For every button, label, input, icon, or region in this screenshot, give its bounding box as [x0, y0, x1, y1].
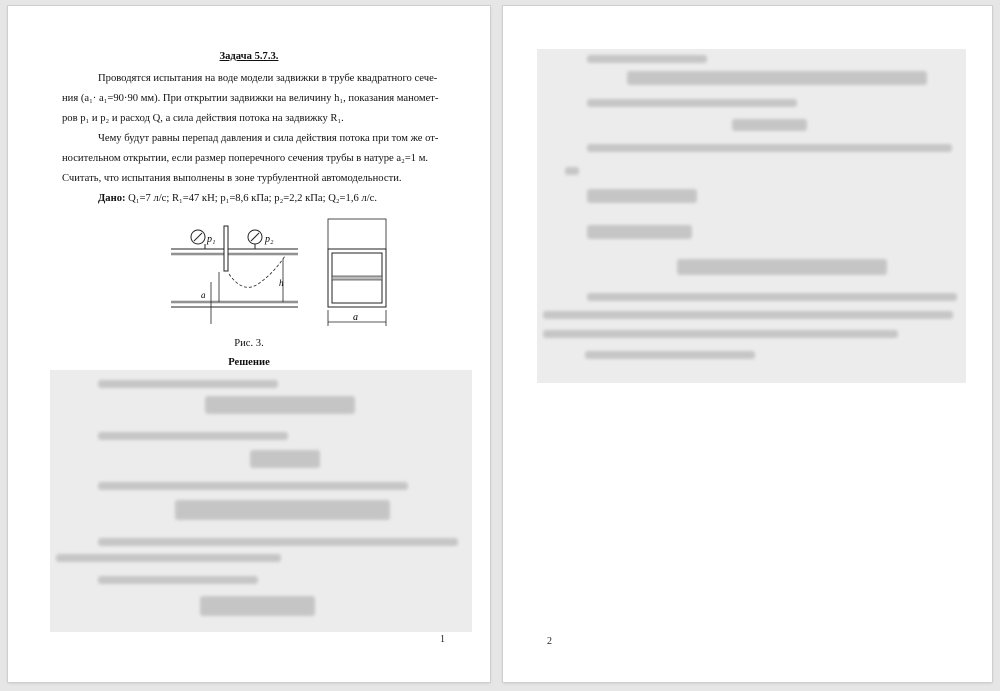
blurred-solution-image-continued — [537, 49, 966, 383]
given-values: Q₁=7 л/с; R₁=47 кН; p₁=8,6 кПа; p₂=2,2 кПа; Q₂=1,6 л/с. — [128, 193, 378, 204]
figure-caption: Рис. 3. — [234, 338, 264, 349]
label-h: h — [279, 278, 284, 288]
document-page-2 — [503, 6, 992, 682]
document-page-1 — [8, 6, 490, 682]
page-number-2: 2 — [547, 636, 552, 647]
label-p1: p₁ — [207, 234, 216, 245]
label-a-bottom: a — [353, 312, 358, 323]
paragraph-1-line-3: ров p₁ и p₂ и расход Q, а сила действия потока на задвижку R₁. — [62, 113, 344, 124]
label-a-side: a — [201, 290, 206, 300]
given-line — [98, 189, 478, 209]
paragraph-2-line-1: Чему будут равны перепад давления и сила действия потока при том же от- — [98, 133, 439, 144]
paragraph-2-line-2: носительном открытии, если размер поперечного сечения трубы в натуре a₂=1 м. — [62, 153, 429, 164]
paragraph-1-line-1: Проводятся испытания на воде модели задвижки в трубе квадратного сече- — [98, 73, 438, 84]
gate-valve-figure — [163, 214, 388, 334]
paragraph-1-line-2: ния (a₁· a₁=90·90 мм). При открытии задвижки на величину h₁, показания маномет- — [62, 93, 439, 104]
blurred-solution-image — [50, 370, 472, 632]
solution-heading: Решение — [228, 357, 270, 368]
problem-title: Задача 5.7.3. — [219, 51, 279, 62]
page-number-1: 1 — [440, 634, 445, 645]
given-label: Дано: — [98, 193, 126, 204]
label-p2: p₂ — [265, 234, 274, 245]
paragraph-2-line-3: Считать, что испытания выполнены в зоне турбулентной автомодельности. — [62, 173, 402, 184]
